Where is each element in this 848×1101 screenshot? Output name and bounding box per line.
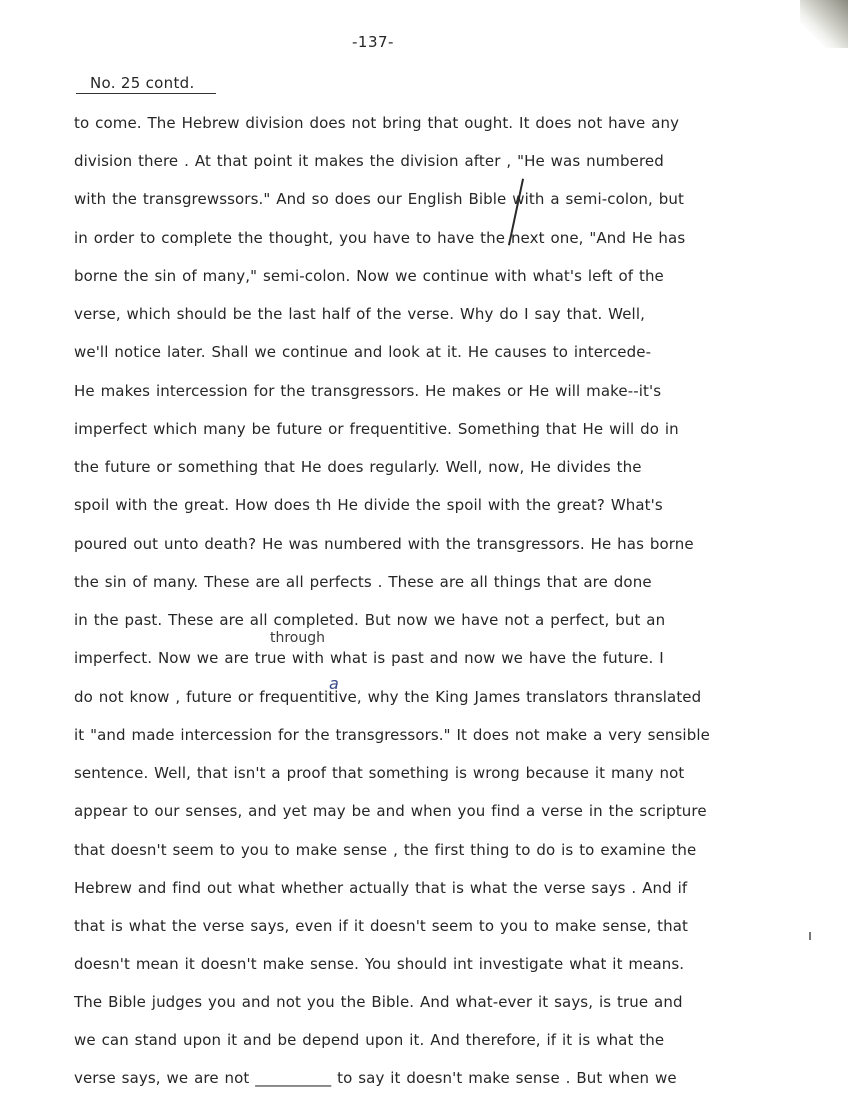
- document-line: borne the sin of many," semi-colon. Now we continue with what's left of the: [74, 267, 664, 285]
- document-line: in order to complete the thought, you have to have the next one, "And He has: [74, 229, 686, 247]
- handwritten-insertion-a: a: [329, 674, 339, 693]
- document-line: verse, which should be the last half of the verse. Why do I say that. Well,: [74, 305, 645, 323]
- document-line: The Bible judges you and not you the Bible. And what-ever it says, is true and: [74, 993, 683, 1011]
- document-line: that doesn't seem to you to make sense , the first thing to do is to examine the: [74, 841, 697, 859]
- document-line: imperfect which many be future or frequentitive. Something that He will do in: [74, 420, 679, 438]
- document-line: to come. The Hebrew division does not bring that ought. It does not have any: [74, 114, 680, 132]
- document-line: Hebrew and find out what whether actually that is what the verse says . And if: [74, 879, 688, 897]
- document-line: in the past. These are all completed. But now we have not a perfect, but an: [74, 611, 666, 629]
- document-line: He makes intercession for the transgressors. He makes or He will make--it's: [74, 382, 662, 400]
- document-line: the future or something that He does regularly. Well, now, He divides the: [74, 458, 642, 476]
- document-line: imperfect. Now we are true with what is past and now we have the future. I: [74, 649, 664, 667]
- document-line: appear to our senses, and yet may be and when you find a verse in the scripture: [74, 802, 707, 820]
- margin-mark: [809, 932, 811, 940]
- document-line: we can stand upon it and be depend upon it. And therefore, if it is what the: [74, 1031, 665, 1049]
- document-line: poured out unto death? He was numbered with the transgressors. He has borne: [74, 535, 694, 553]
- document-line: verse says, we are not __________ to say it doesn't make sense . But when we: [74, 1069, 677, 1087]
- document-line: division there . At that point it makes the division after , "He was numbered: [74, 152, 664, 170]
- document-line: it "and made intercession for the transgressors." It does not make a very sensible: [74, 726, 710, 744]
- document-line: do not know , future or frequentitive, why the King James translators thranslated: [74, 688, 702, 706]
- document-line: we'll notice later. Shall we continue and look at it. He causes to intercede-: [74, 343, 652, 361]
- document-line: the sin of many. These are all perfects . These are all things that are done: [74, 573, 652, 591]
- heading-underline: [76, 93, 216, 94]
- document-line: sentence. Well, that isn't a proof that something is wrong because it many not: [74, 764, 685, 782]
- folded-page-corner: [800, 0, 848, 48]
- document-line: spoil with the great. How does th He divide the spoil with the great? What's: [74, 496, 663, 514]
- section-heading: No. 25 contd.: [90, 74, 195, 92]
- document-line: with the transgrewssors." And so does our English Bible with a semi-colon, but: [74, 190, 684, 208]
- page-number: -137-: [352, 33, 394, 51]
- document-line: that is what the verse says, even if it doesn't seem to you to make sense, that: [74, 917, 689, 935]
- document-line: doesn't mean it doesn't make sense. You should int investigate what it means.: [74, 955, 685, 973]
- interlinear-insertion-through: through: [270, 630, 326, 646]
